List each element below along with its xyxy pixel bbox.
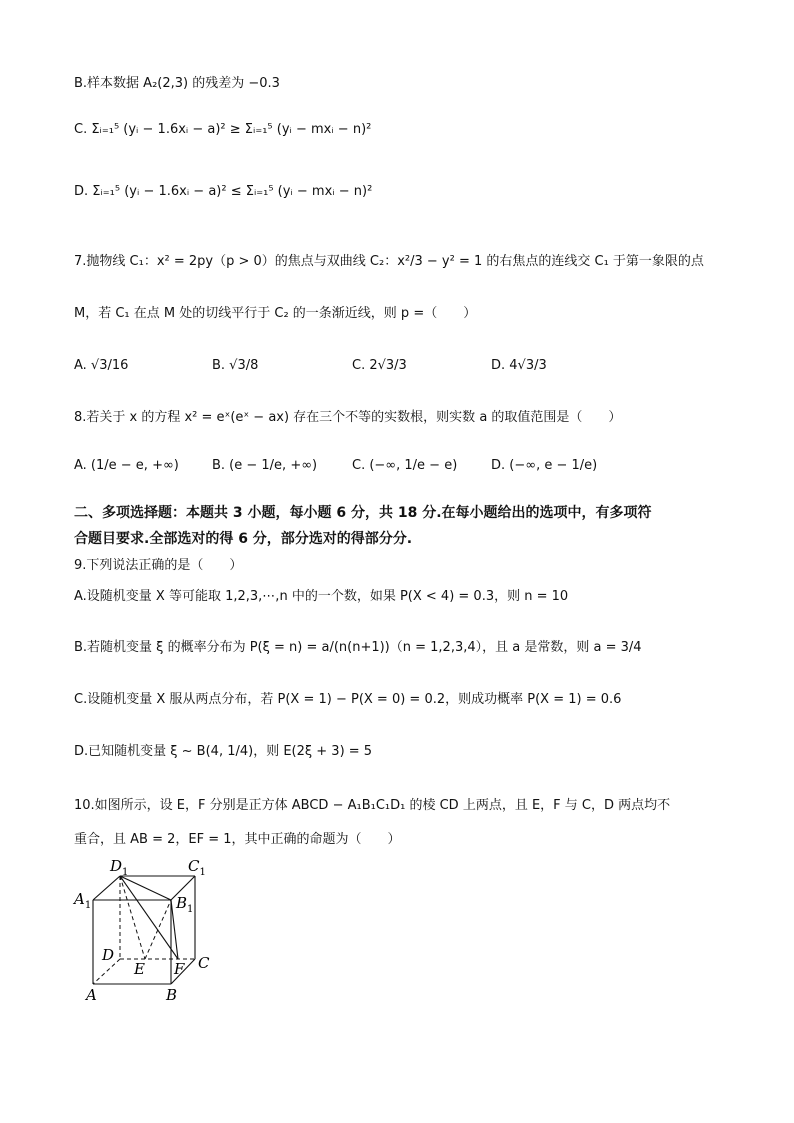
q7-option-d: D. 4√3/3 <box>491 358 547 373</box>
label-e: E <box>134 960 145 978</box>
label-f: F <box>174 960 185 978</box>
q6-option-c: C. Σᵢ₌₁⁵ (yᵢ − 1.6xᵢ − a)² ≥ Σᵢ₌₁⁵ (yᵢ − mxᵢ − n)² <box>74 122 372 137</box>
label-a: A <box>86 986 97 1004</box>
q10-stem-line1: 10.如图所示，设 E，F 分别是正方体 ABCD − A₁B₁C₁D₁ 的棱 CD 上两点，且 E，F 与 C，D 两点均不 <box>74 798 671 813</box>
q9-option-b: B.若随机变量 ξ 的概率分布为 P(ξ = n) = a/(n(n+1))（n = 1,2,3,4），且 a 是常数，则 a = 3/4 <box>74 640 642 655</box>
label-c: C <box>198 954 210 972</box>
q8-option-a: A. (1/e − e, +∞) <box>74 458 179 473</box>
q7-stem-line1: 7.抛物线 C₁：x² = 2py（p > 0）的焦点与双曲线 C₂：x²/3 − y² = 1 的右焦点的连线交 C₁ 于第一象限的点 <box>74 254 704 269</box>
q9-option-d: D.已知随机变量 ξ ~ B(4, 1/4)，则 E(2ξ + 3) = 5 <box>74 744 373 759</box>
q10-stem-line2: 重合，且 AB = 2，EF = 1，其中正确的命题为（ ） <box>74 832 401 847</box>
label-c1: $C_1$ <box>188 857 206 878</box>
q8-option-c: C. (−∞, 1/e − e) <box>352 458 458 473</box>
q6-option-d: D. Σᵢ₌₁⁵ (yᵢ − 1.6xᵢ − a)² ≤ Σᵢ₌₁⁵ (yᵢ − mxᵢ − n)² <box>74 184 373 199</box>
q6-option-b: B.样本数据 A₂(2,3) 的残差为 −0.3 <box>74 76 280 91</box>
q9-option-a: A.设随机变量 X 等可能取 1,2,3,⋯,n 中的一个数，如果 P(X < 4) = 0.3，则 n = 10 <box>74 589 569 604</box>
edge-d1-f <box>120 876 178 959</box>
label-b: B <box>166 986 178 1004</box>
q7-option-b: B. √3/8 <box>212 358 259 373</box>
q8-stem: 8.若关于 x 的方程 x² = eˣ(eˣ − ax) 存在三个不等的实数根，则实数 a 的取值范围是（ ） <box>74 410 622 425</box>
section2-heading-line2: 合题目要求.全部选对的得 6 分，部分选对的得部分分. <box>74 531 413 547</box>
q8-option-b: B. (e − 1/e, +∞) <box>212 458 318 473</box>
label-b1: $B_1$ <box>176 894 194 915</box>
q9-stem: 9.下列说法正确的是（ ） <box>74 558 243 573</box>
q7-stem-line2: M，若 C₁ 在点 M 处的切线平行于 C₂ 的一条渐近线，则 p =（ ） <box>74 306 477 321</box>
label-a1: $A_1$ <box>74 890 92 911</box>
edge-a1-d1 <box>93 876 120 900</box>
edge-d1-b1 <box>120 876 171 900</box>
label-d1: $D_1$ <box>110 857 129 878</box>
q7-option-c: C. 2√3/3 <box>352 358 407 373</box>
hidden-edge-d1-e <box>120 876 145 959</box>
q9-option-c: C.设随机变量 X 服从两点分布，若 P(X = 1) − P(X = 0) = 0.2，则成功概率 P(X = 1) = 0.6 <box>74 692 622 707</box>
label-d: D <box>102 946 115 964</box>
section2-heading-line1: 二、多项选择题：本题共 3 小题，每小题 6 分，共 18 分.在每小题给出的选项中，有多项符 <box>74 505 652 521</box>
cube-figure <box>70 852 230 1010</box>
q7-option-a: A. √3/16 <box>74 358 129 373</box>
q8-option-d: D. (−∞, e − 1/e) <box>491 458 598 473</box>
